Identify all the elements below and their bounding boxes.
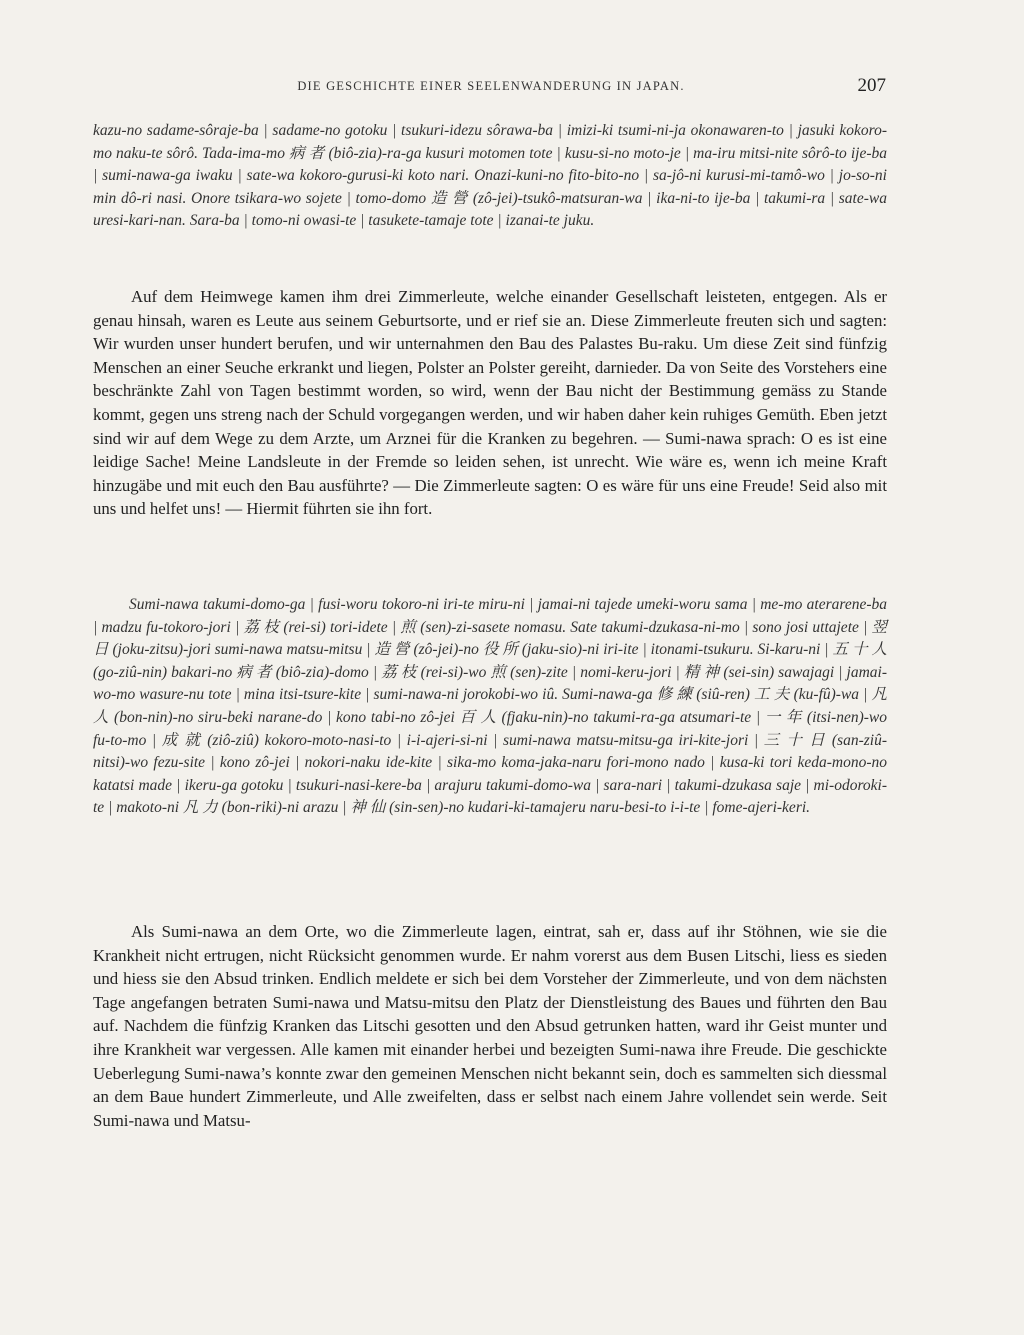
german-translation-paragraph-1: Auf dem Heimwege kamen ihm drei Zimmerleute, welche einander Gesellschaft leisteten, entgegen. Als er genau hinsah, waren es Leute aus seinem Geburtsorte, und er rief sie an. Diese Zimmerleute freuten sich und sagten: Wir wurden unser hundert berufen, und wir unternahmen den Bau des Palastes Bu-raku. Um diese Zeit sind fünfzig Menschen an einer Seuche erkrankt und liegen, Polster an Polster gereiht, darnieder. Da von Seite des Vorstehers eine beschränkte Zahl von Tagen bestimmt worden, so wird, wenn der Bau nicht der Bestimmung gemäss zu Stande kommt, gegen uns streng nach der Schuld vorgegangen werden, und wir haben daher kein ruhiges Gemüth. Eben jetzt sind wir auf dem Wege zu dem Arzte, um Arznei für die Kranken zu begehren. — Sumi-nawa sprach: O es ist eine leidige Sache! Meine Landsleute in der Fremde so leiden sehen, ist unrecht. Wie wäre es, wenn ich meine Kraft hinzugäbe und mit euch den Bau ausführte? — Die Zimmerleute sagten: O es wäre für uns eine Freude! Seid also mit uns und helfet uns! — Hiermit führten sie ihn fort. [93,287,887,519]
page-header [96,75,886,105]
german-translation-paragraph-2: Als Sumi-nawa an dem Orte, wo die Zimmerleute lagen, eintrat, sah er, dass auf ihr Stöhnen, wie sie die Krankheit nicht ertrugen, nicht Rücksicht genommen wurde. Er nahm vorerst aus dem Busen Litschi, liess es sieden und hiess sie den Absud trinken. Endlich meldete er sich bei dem Vorsteher der Zimmerleute, und von dem nächsten Tage angefangen betraten Sumi-nawa und Matsu-mitsu den Platz der Dienstleistung des Baues und führten den Bau auf. Nachdem die fünfzig Kranken das Litschi gesotten und den Absud getrunken hatten, ward ihr Geist munter und ihre Krankheit war vergessen. Alle kamen mit einander herbei und bezeigten Sumi-nawa ihre Freude. Die geschickte Ueberlegung Sumi-nawa’s konnte zwar den gemeinen Menschen nicht bekannt sein, doch es sammelten sich diessmal an dem Baue hundert Zimmerleute, und Alle zweifelten, dass er selbst nach einem Jahre vollendet sein werde. Seit Sumi-nawa und Matsu- [93,922,887,1130]
japanese-transliteration-paragraph-2: Sumi-nawa takumi-domo-ga | fusi-woru tokoro-ni iri-te miru-ni | jamai-ni tajede umeki-woru sama | me-mo aterarene-ba | madzu fu-tokoro-jori | 荔 枝 (rei-si) tori-idete | 煎 (sen)-zi-sasete nomasu. Sate takumi-dzukasa-ni-mo | sono josi uttajete | 翌 日 (joku-zitsu)-jori sumi-nawa matsu-mitsu | 造 營 (zô-jei)-no 役 所 (jaku-sio)-ni iri-ite | itonami-tsukuru. Si-karu-ni | 五 十 人 (go-ziû-nin) bakari-no 病 者 (biô-zia)-domo | 荔 枝 (rei-si)-wo 煎 (sen)-zite | nomi-keru-jori | 精 神 (sei-sin) sawajagi | jamai-wo-mo wasure-nu tote | mina itsi-tsure-kite | sumi-nawa-ni jorokobi-wo iû. Sumi-nawa-ga 修 練 (siû-ren) 工 夫 (ku-fû)-wa | 凡 人 (bon-nin)-no siru-beki narane-do | kono tabi-no zô-jei 百 人 (fjaku-nin)-no takumi-ra-ga atsumari-te | 一 年 (itsi-nen)-wo fu-to-mo | 成 就 (ziô-ziû) kokoro-moto-nasi-to | i-i-ajeri-si-ni | sumi-nawa matsu-mitsu-ga iri-kite-jori | 三 十 日 (san-ziû-nitsi)-wo fezu-site | kono zô-jei | nokori-naku ide-kite | sika-mo koma-jaka-naru fori-mono nado | kusa-ki tori keda-mono-no katatsi made | ikeru-ga gotoku | tsukuri-nasi-kere-ba | arajuru takumi-domo-wa | sara-nari | takumi-dzukasa saje | mi-odoroki-te | makoto-ni 凡 力 (bon-riki)-ni arazu | 神 仙 (sin-sen)-no kudari-ki-tamajeru naru-besi-to i-i-te | fome-ajeri-keri. [93,596,887,817]
page-number: 207 [857,75,886,96]
running-title: DIE GESCHICHTE EINER SEELENWANDERUNG IN JAPAN. [297,79,685,93]
japanese-transliteration-paragraph-1: kazu-no sadame-sôraje-ba | sadame-no gotoku | tsukuri-idezu sôrawa-ba | imizi-ki tsumi-ni-ja okonawaren-to | jasuki kokoro-mo naku-te sôrô. Tada-ima-mo 病 者 (biô-zia)-ra-ga kusuri motomen tote | kusu-si-no moto-je | ma-iru mitsi-nite sôrô-to ije-ba | sumi-nawa-ga iwaku | sate-wa kokoro-gurusi-ki koto nari. Onazi-kuni-no fito-bito-no | sa-jô-ni kurusi-mi-tamô-wo | jo-so-ni min dô-ri nasi. Onore tsikara-wo sojete | tomo-domo 造 營 (zô-jei)-tsukô-matsuran-wa | ika-ni-to ije-ba | takumi-ra | sate-wa uresi-kari-nan. Sara-ba | tomo-ni owasi-te | tasukete-tamaje tote | izanai-te juku. [93,122,887,230]
